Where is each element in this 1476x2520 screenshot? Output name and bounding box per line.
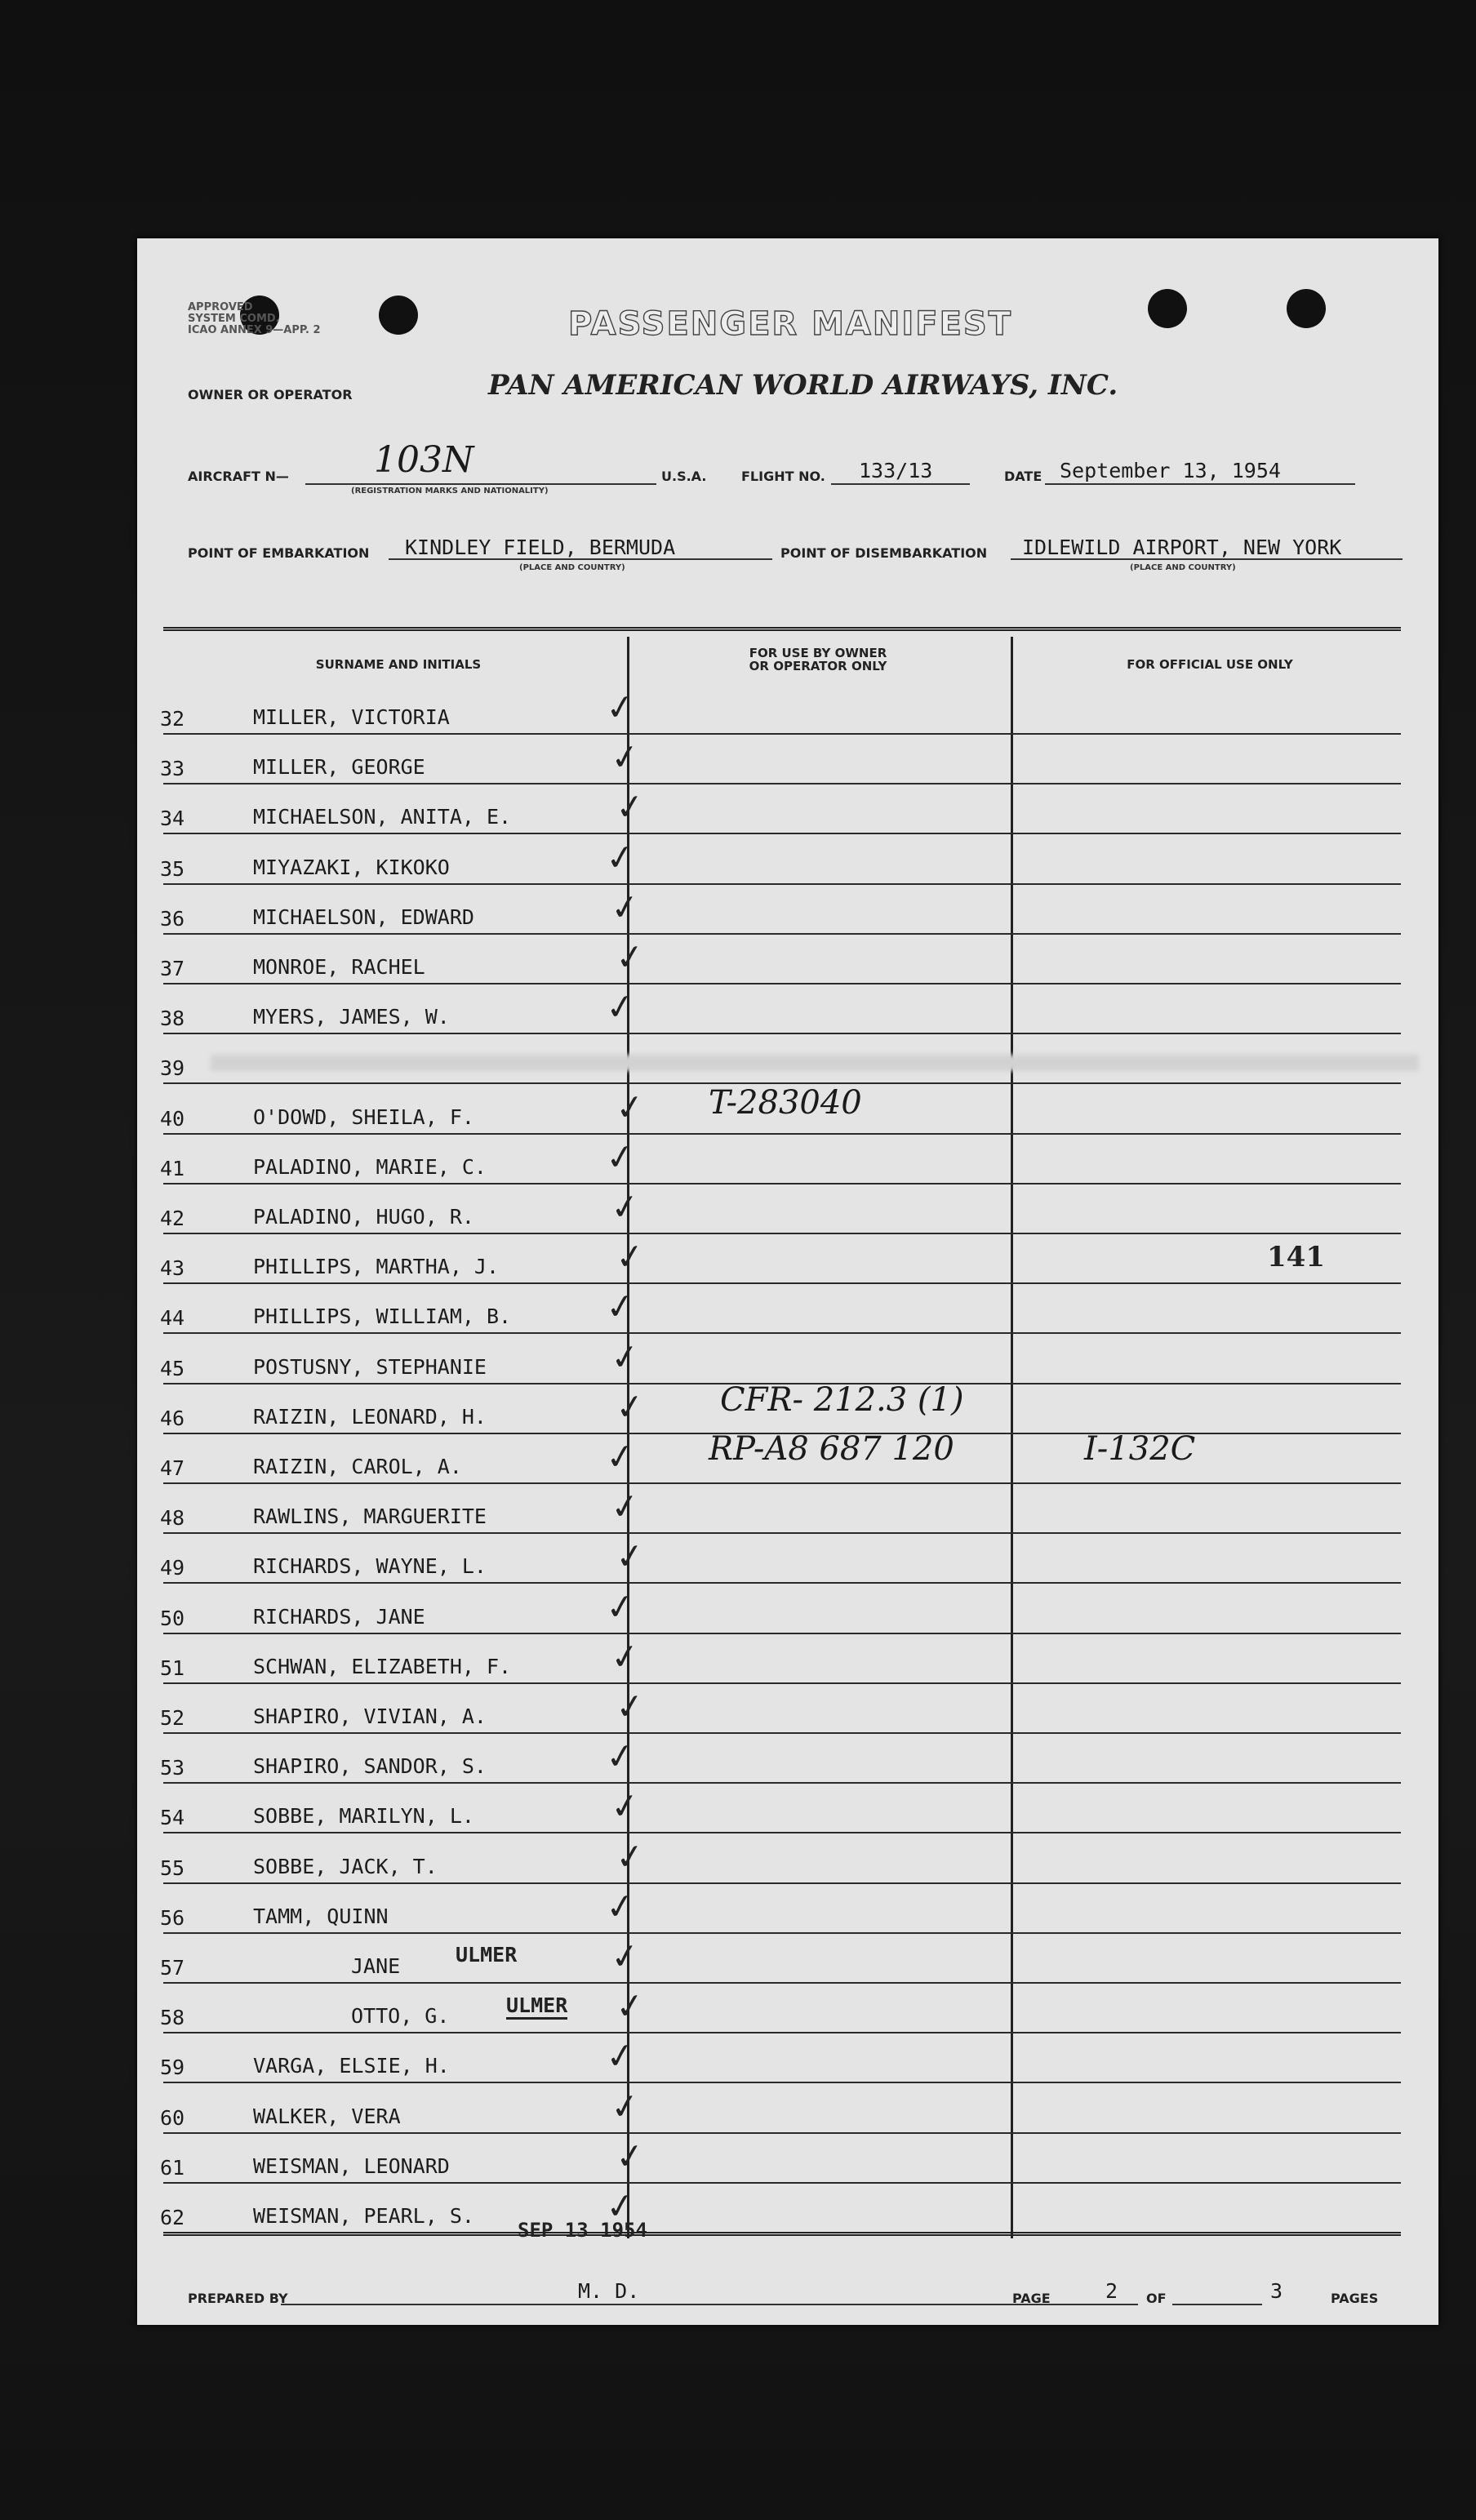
checkmark-icon: ✓: [612, 1684, 647, 1729]
passenger-name: PALADINO, HUGO, R.: [253, 1205, 474, 1229]
page-underline: [1056, 2304, 1138, 2305]
row-number: 52: [160, 1706, 185, 1730]
row-rule: [163, 1633, 1401, 1634]
passenger-name: SOBBE, MARILYN, L.: [253, 1804, 474, 1828]
row-rule: [163, 833, 1401, 834]
row-number: 50: [160, 1607, 185, 1630]
passenger-name: MICHAELSON, EDWARD: [253, 905, 474, 929]
checkmark-icon: ✓: [612, 1085, 647, 1130]
row-rule: [163, 1183, 1401, 1184]
row-rule: [163, 2082, 1401, 2083]
row47-official-note: I-132C: [1084, 1430, 1196, 1468]
page-label: PAGE: [1012, 2291, 1051, 2306]
table-bottom-rule: [163, 2232, 1401, 2236]
row-number: 61: [160, 2156, 185, 2180]
prepared-label: PREPARED BY: [188, 2291, 288, 2306]
aircraft-label: AIRCRAFT N—: [188, 469, 289, 484]
passenger-name: RAWLINS, MARGUERITE: [253, 1504, 487, 1528]
checkmark-icon: ✓: [607, 1934, 642, 1979]
row-rule: [163, 1332, 1401, 1334]
usa-label: U.S.A.: [661, 469, 707, 484]
checkmark-icon: ✓: [612, 935, 647, 980]
checkmark-icon: ✓: [602, 1734, 638, 1779]
row-rule: [163, 1482, 1401, 1484]
disembark-caption: (PLACE AND COUNTRY): [1130, 563, 1236, 572]
row-number: 44: [160, 1306, 185, 1330]
passenger-name: MIYAZAKI, KIKOKO: [253, 856, 450, 879]
date-label: DATE: [1004, 469, 1043, 484]
punch-hole-icon: [1148, 289, 1187, 328]
checkmark-icon: ✓: [602, 1884, 638, 1929]
column-header-official: FOR OFFICIAL USE ONLY: [1127, 657, 1293, 672]
row-rule: [163, 933, 1401, 935]
date-underline: [1045, 483, 1355, 485]
passenger-name: RICHARDS, WAYNE, L.: [253, 1554, 487, 1578]
row43-official-number: 141: [1267, 1241, 1325, 1273]
aircraft-caption: (REGISTRATION MARKS AND NATIONALITY): [351, 487, 549, 496]
row-number: 41: [160, 1157, 185, 1180]
checkmark-icon: ✓: [602, 835, 638, 880]
punch-hole-icon: [379, 296, 418, 335]
row-number: 47: [160, 1456, 185, 1480]
row-number: 58: [160, 2006, 185, 2029]
row-number: 34: [160, 807, 185, 830]
disembark-value: IDLEWILD AIRPORT, NEW YORK: [1022, 536, 1342, 559]
row-number: 38: [160, 1007, 185, 1030]
row-number: 35: [160, 857, 185, 881]
passenger-name: VARGA, ELSIE, H.: [253, 2054, 450, 2078]
passenger-name: POSTUSNY, STEPHANIE: [253, 1355, 487, 1379]
row-number: 51: [160, 1656, 185, 1680]
row-rule: [163, 1732, 1401, 1734]
row-rule: [163, 1682, 1401, 1684]
checkmark-icon: ✓: [607, 1184, 642, 1229]
checkmark-icon: ✓: [612, 1534, 647, 1579]
column-divider-2: [1011, 637, 1013, 2238]
row-rule: [163, 1582, 1401, 1584]
passenger-name: RAIZIN, CAROL, A.: [253, 1455, 462, 1478]
row-rule: [163, 1882, 1401, 1884]
row-number: 62: [160, 2206, 185, 2229]
passenger-name: MYERS, JAMES, W.: [253, 1005, 450, 1029]
checkmark-icon: ✓: [602, 1135, 638, 1180]
of-label: OF: [1146, 2291, 1167, 2306]
date-value: September 13, 1954: [1060, 459, 1281, 482]
row-rule: [163, 983, 1401, 984]
column-header-owner: FOR USE BY OWNER OR OPERATOR ONLY: [749, 646, 887, 673]
checkmark-icon: ✓: [612, 1384, 647, 1429]
row-number: 55: [160, 1856, 185, 1880]
aircraft-value: 103N: [374, 439, 474, 481]
row57-ulmer: ULMER: [456, 1943, 518, 1967]
received-date-stamp: SEP 13 1954: [518, 2219, 647, 2242]
row-rule: [163, 883, 1401, 885]
flight-underline: [831, 483, 970, 485]
row-rule: [163, 2132, 1401, 2134]
prepared-value: M. D.: [578, 2279, 640, 2303]
checkmark-icon: ✓: [602, 1434, 638, 1479]
row40-owner-note: T-283040: [709, 1084, 862, 1122]
passenger-name: WEISMAN, PEARL, S.: [253, 2204, 474, 2228]
row-number: 43: [160, 1256, 185, 1280]
of-value: 3: [1270, 2279, 1283, 2303]
passenger-name: SHAPIRO, SANDOR, S.: [253, 1754, 487, 1778]
page-title: PASSENGER MANIFEST: [568, 305, 1012, 343]
embark-value: KINDLEY FIELD, BERMUDA: [405, 536, 676, 559]
checkmark-icon: ✓: [607, 1634, 642, 1679]
checkmark-icon: ✓: [607, 1484, 642, 1529]
checkmark-icon: ✓: [607, 2084, 642, 2129]
checkmark-icon: ✓: [602, 2033, 638, 2078]
passenger-name: SCHWAN, ELIZABETH, F.: [253, 1655, 512, 1678]
passenger-name: PHILLIPS, MARTHA, J.: [253, 1255, 500, 1278]
passenger-name: MILLER, GEORGE: [253, 755, 425, 779]
approval-note: APPROVED SYSTEM COMD. ICAO ANNEX 9—APP. 2: [188, 301, 321, 336]
passenger-name: MONROE, RACHEL: [253, 955, 425, 979]
of-underline: [1172, 2304, 1262, 2305]
passenger-name: PALADINO, MARIE, C.: [253, 1155, 487, 1179]
checkmark-icon: ✓: [607, 1784, 642, 1829]
manifest-page: [137, 238, 1438, 2325]
flight-value: 133/13: [859, 459, 933, 482]
row-rule: [163, 1033, 1401, 1034]
passenger-name: TAMM, QUINN: [253, 1904, 389, 1928]
row-rule: [163, 2182, 1401, 2184]
embark-label: POINT OF EMBARKATION: [188, 545, 370, 561]
row-number: 33: [160, 757, 185, 780]
passenger-name: WEISMAN, LEONARD: [253, 2154, 450, 2178]
row-rule: [163, 783, 1401, 784]
row-number: 46: [160, 1407, 185, 1430]
row-number: 40: [160, 1107, 185, 1131]
prepared-underline: [281, 2304, 1097, 2305]
row-number: 53: [160, 1756, 185, 1780]
checkmark-icon: ✓: [602, 984, 638, 1029]
owner-label: OWNER OR OPERATOR: [188, 387, 353, 402]
checkmark-icon: ✓: [612, 1984, 647, 2029]
passenger-name: WALKER, VERA: [253, 2104, 401, 2128]
passenger-name: RICHARDS, JANE: [253, 1605, 425, 1629]
row-rule: [163, 1532, 1401, 1534]
checkmark-icon: ✓: [602, 2184, 638, 2229]
passenger-name: O'DOWD, SHEILA, F.: [253, 1105, 474, 1129]
checkmark-icon: ✓: [607, 1335, 642, 1380]
row-rule: [163, 1282, 1401, 1284]
row-number: 56: [160, 1906, 185, 1930]
column-header-surname: SURNAME AND INITIALS: [315, 657, 482, 672]
passenger-name: RAIZIN, LEONARD, H.: [253, 1405, 487, 1429]
pages-label: PAGES: [1331, 2291, 1379, 2306]
row-number: 48: [160, 1506, 185, 1530]
row47-owner-note: RP-A8 687 120: [709, 1430, 954, 1468]
row-rule: [163, 1782, 1401, 1784]
passenger-name: PHILLIPS, WILLIAM, B.: [253, 1304, 512, 1328]
checkmark-icon: ✓: [602, 1284, 638, 1329]
row-number: 54: [160, 1806, 185, 1829]
row-number: 57: [160, 1956, 185, 1980]
row-number: 39: [160, 1056, 185, 1080]
row-rule: [163, 733, 1401, 735]
passenger-name: MICHAELSON, ANITA, E.: [253, 805, 512, 829]
embark-caption: (PLACE AND COUNTRY): [519, 563, 625, 572]
checkmark-icon: ✓: [607, 885, 642, 930]
flight-label: FLIGHT NO.: [741, 469, 825, 484]
row-rule: [163, 1982, 1401, 1984]
row-rule: [163, 1233, 1401, 1234]
erased-row-smudge: [211, 1055, 1419, 1071]
row46-owner-note: CFR- 212.3 (1): [720, 1381, 964, 1419]
row-rule: [163, 1832, 1401, 1833]
row-number: 59: [160, 2056, 185, 2079]
operator-name: PAN AMERICAN WORLD AIRWAYS, INC.: [488, 369, 1118, 402]
row-number: 36: [160, 907, 185, 931]
row-rule: [163, 2032, 1401, 2033]
checkmark-icon: ✓: [602, 1584, 638, 1629]
checkmark-icon: ✓: [602, 685, 638, 730]
row-rule: [163, 1133, 1401, 1135]
checkmark-icon: ✓: [607, 735, 642, 780]
row58-ulmer: ULMER: [506, 1993, 567, 2020]
passenger-name: SHAPIRO, VIVIAN, A.: [253, 1704, 487, 1728]
page-value: 2: [1105, 2279, 1118, 2303]
disembark-label: POINT OF DISEMBARKATION: [780, 545, 988, 561]
checkmark-icon: ✓: [612, 784, 647, 829]
checkmark-icon: ✓: [612, 1234, 647, 1279]
row-number: 45: [160, 1357, 185, 1380]
punch-hole-icon: [1287, 289, 1326, 328]
passenger-name: JANE: [351, 1954, 401, 1978]
table-top-rule: [163, 627, 1401, 631]
aircraft-underline: [305, 483, 656, 485]
row-number: 37: [160, 957, 185, 980]
row-number: 42: [160, 1207, 185, 1230]
row-number: 49: [160, 1556, 185, 1580]
row-number: 60: [160, 2106, 185, 2130]
passenger-name: MILLER, VICTORIA: [253, 705, 450, 729]
row-rule: [163, 1932, 1401, 1934]
checkmark-icon: ✓: [612, 2134, 647, 2179]
checkmark-icon: ✓: [612, 1834, 647, 1879]
row-number: 32: [160, 707, 185, 731]
passenger-name: OTTO, G.: [351, 2004, 450, 2028]
passenger-name: SOBBE, JACK, T.: [253, 1855, 438, 1878]
